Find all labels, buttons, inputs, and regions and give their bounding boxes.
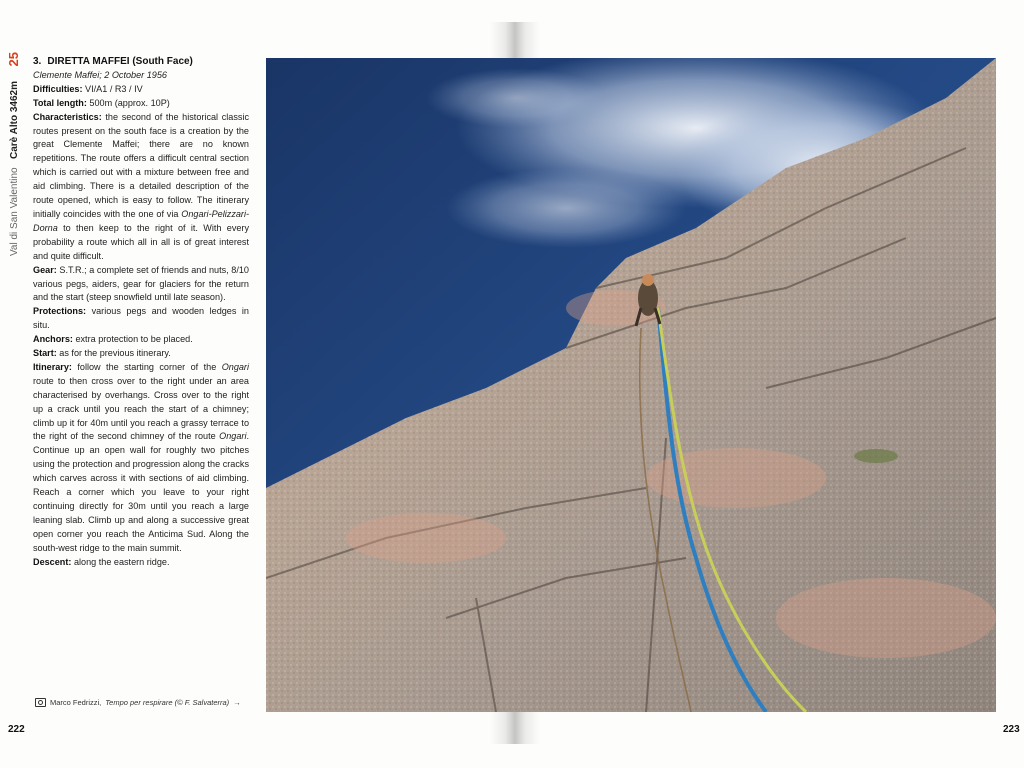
difficulties-line — [33, 83, 249, 97]
characteristics-paragraph — [33, 111, 249, 264]
route-number: 3. — [33, 56, 42, 67]
protections-label: Protections: — [33, 306, 87, 317]
itinerary-route-ongari: Ongari — [221, 361, 249, 372]
route-description — [33, 55, 249, 570]
route-number-tab: 25 — [6, 52, 21, 67]
protections-paragraph — [33, 305, 249, 333]
gear-label: Gear: — [33, 264, 57, 275]
camera-icon — [35, 698, 46, 707]
itinerary-label: Itinerary: — [33, 361, 72, 372]
gear-text: S.T.R.; a complete set of friends and nuts, 8/10 various pegs, aiders, gear for glaciers for the return and the start (steep snowfield until late season). — [33, 264, 249, 303]
peak-name: Carè Alto 3462m — [9, 81, 20, 160]
length-value: 500m (approx. 10P) — [89, 97, 170, 108]
credit-work: Tempo per respirare (© F. Salvaterra) — [105, 698, 230, 707]
characteristics-route-name: Ongari-Pelizzari-Dorna — [33, 208, 249, 233]
route-title — [33, 55, 249, 69]
climbing-photo — [266, 58, 996, 712]
protections-text: various pegs and wooden ledges in situ. — [33, 306, 249, 331]
difficulties-value: VI/A1 / R3 / IV — [85, 83, 143, 94]
characteristics-label: Characteristics: — [33, 111, 102, 122]
start-paragraph — [33, 347, 249, 361]
difficulties-label: Difficulties: — [33, 83, 83, 94]
length-line — [33, 97, 249, 111]
descent-label: Descent: — [33, 556, 72, 567]
start-text: as for the previous itinerary. — [59, 348, 171, 359]
characteristics-text-end: to then keep to the right of it. With every probability a route which all in all is of great interest and quite difficult. — [33, 222, 249, 261]
itinerary-paragraph — [33, 361, 249, 556]
descent-paragraph — [33, 556, 249, 570]
credit-author: Marco Fedrizzi, — [50, 698, 102, 707]
photo-credit — [35, 698, 241, 707]
page-number-right: 223 — [1003, 724, 1020, 735]
climbing-photo-image — [266, 58, 996, 712]
itinerary-route-ongari-2: Ongari — [219, 431, 247, 442]
gear-paragraph — [33, 264, 249, 306]
start-label: Start: — [33, 348, 57, 359]
valley-name: Val di San Valentino — [9, 167, 20, 256]
page-number-left: 222 — [8, 724, 25, 735]
anchors-paragraph — [33, 333, 249, 347]
section-header-vertical — [9, 76, 20, 256]
anchors-text: extra protection to be placed. — [75, 334, 193, 345]
first-ascent: Clemente Maffei; 2 October 1956 — [33, 69, 167, 80]
characteristics-text: the second of the historical classic routes present on the south face is a creation by the great Clemente Maffei; there are no known repetitions. The route offers a difficult central section which is carried out with a mixture between free and aid climbing. There is a detailed description of the route opened, which is easy to follow. The itinerary initially coincides with the one of via — [33, 111, 249, 219]
itinerary-text-2: route to then cross over to the right under an area characterised by overhangs. Cross over to the right up a crack until you reach the start of a chimney; climb up it for 40m until you reach a grassy terrace to the right of the second chimney of the route — [33, 375, 249, 442]
itinerary-text-3: . Continue up an open wall for roughly two pitches using the protection and progression along the cracks which carves across it with sections of aid climbing. Reach a corner which you leave to your right continuing directly for 30m until you reach a large leaning slab. Climb up and along a successive great open corner you reach the Anticima Sud. Along the south-west ridge to the main summit. — [33, 431, 249, 553]
route-name: DIRETTA MAFFEI (South Face) — [47, 56, 193, 67]
arrow-right-icon: → — [233, 698, 241, 707]
anchors-label: Anchors: — [33, 334, 73, 345]
itinerary-text: follow the starting corner of the — [77, 361, 217, 372]
length-label: Total length: — [33, 97, 87, 108]
descent-text: along the eastern ridge. — [73, 556, 170, 567]
